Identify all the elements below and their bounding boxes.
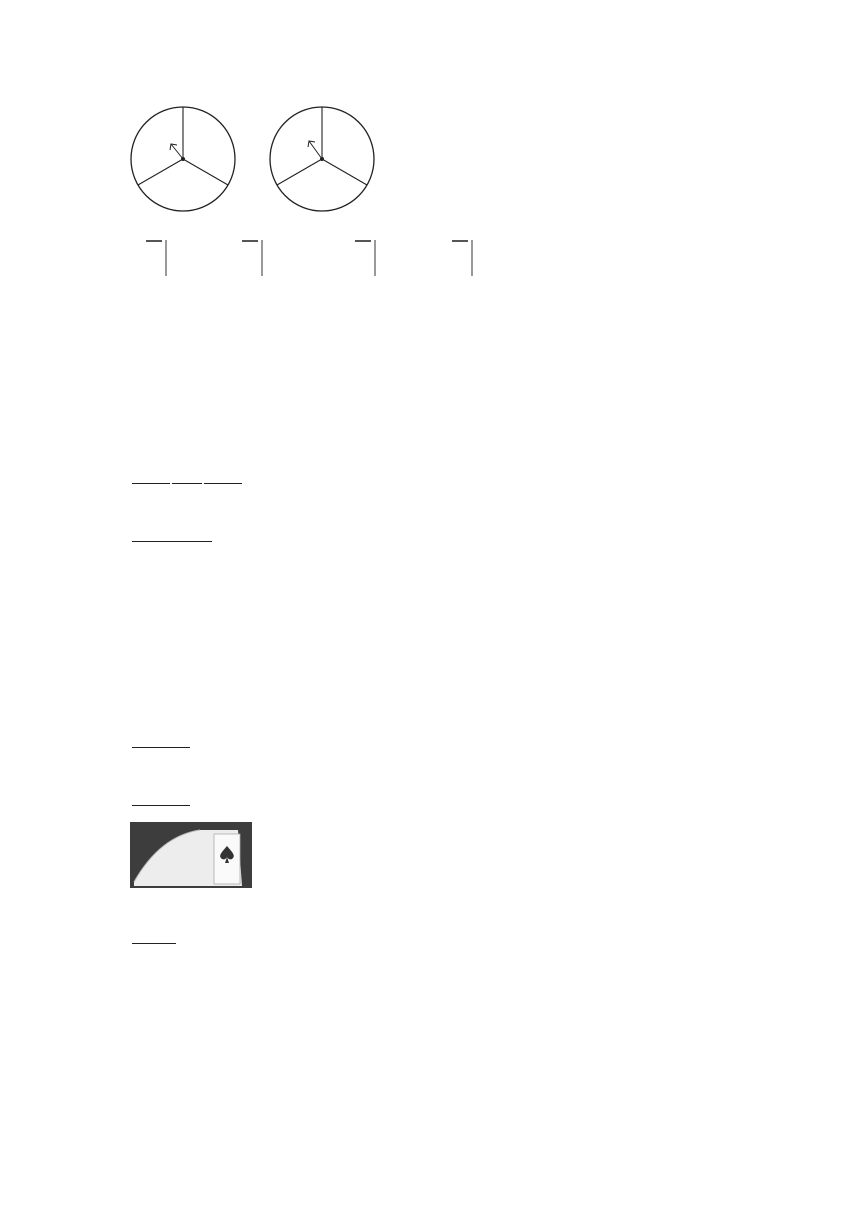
answer-blank[interactable] (172, 469, 202, 484)
spade-cards-image (130, 822, 252, 888)
choice-b-fraction (241, 240, 259, 242)
q15-line (131, 733, 191, 754)
answer-blank[interactable] (204, 469, 242, 484)
answer-blank[interactable] (132, 733, 190, 748)
spinner-b (267, 104, 379, 220)
q16-line (131, 791, 191, 812)
answer-blank[interactable] (132, 929, 176, 944)
choice-c-fraction (354, 240, 372, 242)
answer-blank[interactable] (132, 791, 190, 806)
answer-blank[interactable] (132, 527, 212, 542)
answer-blank[interactable] (132, 469, 170, 484)
q17-line (131, 929, 177, 950)
spinner-a (128, 104, 240, 220)
q14-line (131, 527, 213, 548)
choice-d-fraction (451, 240, 469, 242)
q13-question (131, 469, 243, 490)
choice-a-fraction (145, 240, 163, 242)
